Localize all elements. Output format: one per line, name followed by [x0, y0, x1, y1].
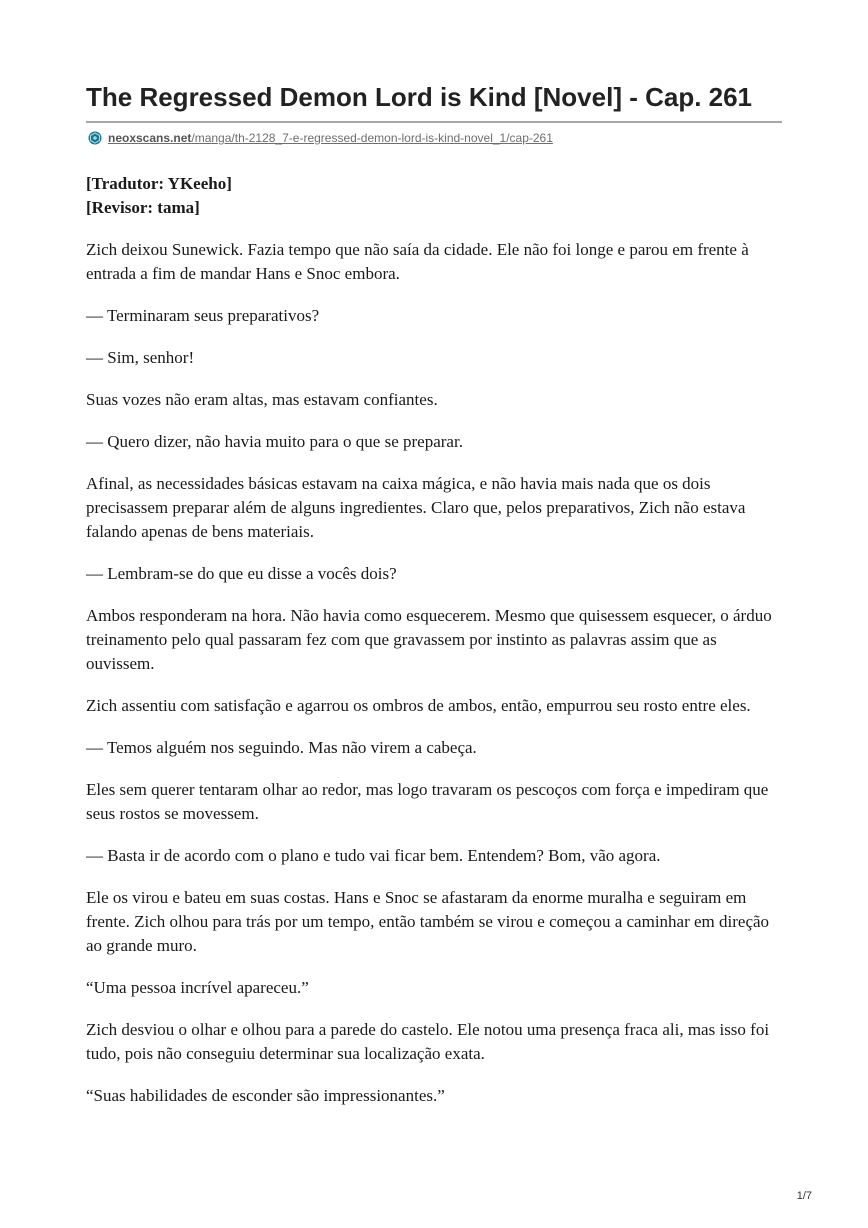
paragraph: Afinal, as necessidades básicas estavam na caixa mágica, e não havia mais nada que os dois precisassem preparar além de alguns ingredientes. Claro que, pelos preparativos, Zich não estava falando apenas de bens materiais.: [86, 474, 746, 541]
paragraph: — Basta ir de acordo com o plano e tudo vai ficar bem. Entendem? Bom, vão agora.: [86, 846, 661, 865]
chapter-content: [86, 172, 786, 1126]
paragraph: — Lembram-se do que eu disse a vocês dois?: [86, 564, 397, 583]
paragraph: “Uma pessoa incrível apareceu.”: [86, 978, 309, 997]
source-path: /manga/th-2128_7-e-regressed-demon-lord-is-kind-novel_1/cap-261: [191, 131, 553, 145]
paragraph: — Quero dizer, não havia muito para o que se preparar.: [86, 432, 463, 451]
paragraph: — Sim, senhor!: [86, 348, 195, 367]
paragraph: Zich deixou Sunewick. Fazia tempo que não saía da cidade. Ele não foi longe e parou em frente à entrada a fim de mandar Hans e Snoc embora.: [86, 240, 749, 283]
source-url[interactable]: [88, 129, 553, 147]
paragraph: Zich assentiu com satisfação e agarrou os ombros de ambos, então, empurrou seu rosto entre eles.: [86, 696, 751, 715]
page-title: The Regressed Demon Lord is Kind [Novel] - Cap. 261: [86, 82, 753, 112]
paragraph: — Terminaram seus preparativos?: [86, 306, 320, 325]
paragraph: Ambos responderam na hora. Não havia como esquecerem. Mesmo que quisessem esquecer, o árduo treinamento pelo qual passaram fez com que gravassem por instinto as palavras assim que as ouvissem.: [86, 606, 772, 673]
reviewer-credit: [Revisor: tama]: [86, 198, 200, 217]
title-divider: [86, 121, 782, 123]
paragraph: Zich desviou o olhar e olhou para a parede do castelo. Ele notou uma presença fraca ali, mas isso foi tudo, pois não conseguiu determinar sua localização exata.: [86, 1020, 770, 1063]
translator-credit: [Tradutor: YKeeho]: [86, 174, 232, 193]
paragraph: — Temos alguém nos seguindo. Mas não virem a cabeça.: [86, 738, 477, 757]
paragraph: Suas vozes não eram altas, mas estavam confiantes.: [86, 390, 438, 409]
paragraph: Eles sem querer tentaram olhar ao redor, mas logo travaram os pescoços com força e impediram que seus rostos se movessem.: [86, 780, 769, 823]
source-domain: neoxscans.net: [108, 131, 192, 145]
paragraph: “Suas habilidades de esconder são impressionantes.”: [86, 1086, 445, 1105]
page-indicator: 1/7: [796, 1190, 812, 1202]
site-favicon-icon: [88, 131, 102, 145]
source-link[interactable]: [108, 131, 553, 145]
paragraph: Ele os virou e bateu em suas costas. Hans e Snoc se afastaram da enorme muralha e seguiram em frente. Zich olhou para trás por um tempo, então também se virou e começou a caminhar em direção ao grande muro.: [86, 888, 770, 955]
credits-block: [86, 172, 786, 220]
